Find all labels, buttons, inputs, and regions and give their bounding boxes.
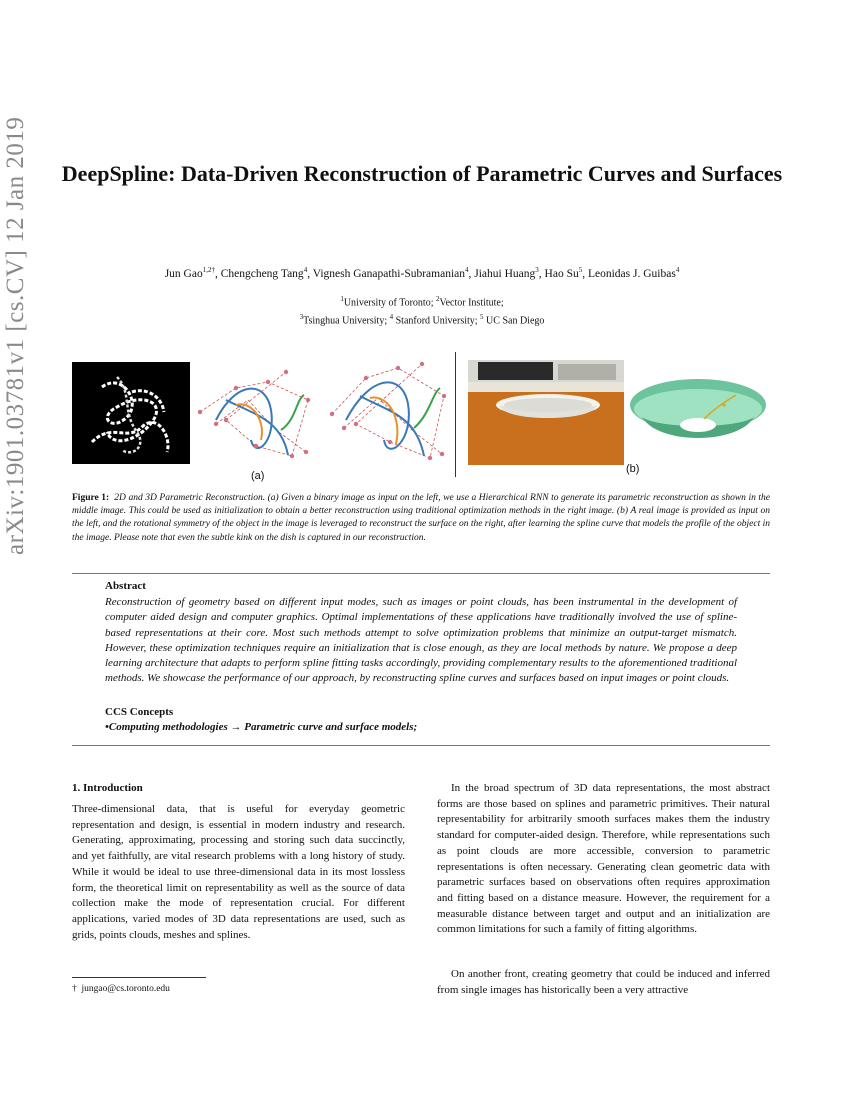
rnn-reconstruction-plot bbox=[196, 360, 324, 466]
intro-paragraph: In the broad spectrum of 3D data representations, the most abstract forms are those based on splines and parametric primitives. Their natural representability for arbitrarily smooth surfaces makes them the industry standard for computer-aided design. Therefore, while representations such as point clouds are more accessible, conversion to parametric representations is often necessary. Generating clean geometric data with parametric surfaces based on observations often requires approximation and fitting based on a distance measure. However, the requirement for a measurable distance between target and output and an initialization are common limitations for such a family of fitting algorithms. bbox=[437, 782, 770, 936]
affil-number: 4 bbox=[389, 313, 394, 322]
affil-name: Stanford University; bbox=[395, 315, 478, 327]
intro-paragraph: On another front, creating geometry that could be induced and inferred from single images has historically been a very attractive bbox=[437, 968, 770, 996]
author-affil: 1,2† bbox=[202, 266, 215, 274]
affil-name: Tsinghua University; bbox=[303, 315, 388, 327]
abstract-heading: Abstract bbox=[105, 580, 146, 592]
spline-curve-green bbox=[281, 395, 304, 430]
author-list: Jun Gao$^{1,2\dagger}$, Chengcheng Tang$^4$, Vignesh Ganapathi-Subramanian$^4$, Jiahui Huang$^3$, Hao Su$^5$, Leonidas J. Guibas$^4$ bbox=[164, 266, 680, 280]
author-name: Leonidas J. Guibas bbox=[587, 267, 676, 280]
author-name: Chengcheng Tang bbox=[220, 267, 304, 280]
dish-photo bbox=[468, 360, 624, 465]
author-affil: 5 bbox=[578, 266, 583, 274]
control-points bbox=[330, 362, 446, 460]
author-name: Jun Gao bbox=[164, 267, 203, 280]
author-name: Hao Su bbox=[544, 267, 579, 280]
author-name: Jiahui Huang bbox=[474, 267, 536, 280]
affil-number: 3 bbox=[299, 313, 304, 322]
author-affil: 4 bbox=[303, 266, 308, 274]
caption-label: Figure 1: bbox=[72, 493, 110, 503]
figure-caption bbox=[72, 492, 770, 545]
spline-curve-green bbox=[414, 388, 440, 428]
abstract-bottom-rule bbox=[72, 745, 770, 746]
spline-curve-orange bbox=[370, 398, 397, 444]
figure-divider bbox=[455, 352, 456, 477]
ccs-concepts: •Computing methodologies → Parametric curve and surface models; bbox=[105, 721, 418, 733]
figure-label-b: (b) bbox=[626, 463, 640, 475]
author-affil: 3 bbox=[535, 266, 539, 274]
affil-name: UC San Diego bbox=[486, 315, 545, 327]
intro-paragraph: Three-dimensional data, that is useful for everyday geometric representation and design, is essential in modern industry and research. Generating, approximating, processing and storing such data succinctly, and yet faithfully, are vital research problems with a long history of study. While it would be ideal to use three-dimensional data in its most lossless form, the theoretical limit on representability as well as the source of data collection make the mode of representation crucial. For different applications, varied modes of 3D data representations are used, such as grids, points clouds, meshes and splines. bbox=[72, 803, 405, 941]
footnote bbox=[72, 984, 170, 994]
optimized-reconstruction-plot bbox=[326, 358, 452, 466]
footnote-mark: † bbox=[72, 984, 77, 994]
caption-text: 2D and 3D Parametric Reconstruction. (a) Given a binary image as input on the left, we use a Hierarchical RNN to generate its parametric reconstruction as shown in the middle image. This could be used as initialization to obtain a better reconstruction using traditional optimization methods in the right image. (b) A real image is provided as input on the left, and the rotational symmetry of the object in the image is leveraged to reconstruct the surface on the right, after learning the spline curve that models the profile of the object in the image. Please note that even the subtle kink on the dish is captured in our reconstruction. bbox=[72, 493, 771, 543]
footnote-email: jungao@cs.toronto.edu bbox=[81, 984, 170, 994]
author-affil: 4 bbox=[675, 266, 680, 274]
spline-curve-blue bbox=[360, 396, 424, 456]
figure-label-a: (a) bbox=[251, 470, 265, 482]
abstract-body: Reconstruction of geometry based on different input modes, such as images or point clouds, has been instrumental in the development of computer aided design and computer graphics. Optimal implementations of these applications have traditionally involved the use of spline-based representations at their core. Most such methods attempt to solve optimization problems that minimize an output-target mismatch. However, these optimization techniques require an initialization that is close enough, as they are local methods by nature. We propose a deep learning architecture that adapts to perform spline fitting tasks accordingly, providing complementary results to the aforementioned traditional methods. We showcase the performance of our approach, by reconstructing spline curves and surfaces based on input images or point clouds. bbox=[105, 596, 737, 685]
author-name: Vignesh Ganapathi-Subramanian bbox=[312, 267, 466, 280]
affil-number: 5 bbox=[480, 313, 484, 322]
affiliations bbox=[60, 292, 784, 329]
author-affil: 4 bbox=[465, 266, 469, 274]
surface-reconstruction bbox=[628, 365, 770, 457]
affil-number: 1 bbox=[340, 295, 344, 303]
abstract-top-rule bbox=[72, 573, 770, 574]
arxiv-identifier: arXiv:1901.03781v1 [cs.CV] 12 Jan 2019 bbox=[2, 116, 29, 555]
affiliation-line bbox=[60, 310, 784, 328]
ccs-heading: CCS Concepts bbox=[105, 706, 174, 718]
affil-number: 2 bbox=[436, 295, 440, 303]
affil-name: University of Toronto; bbox=[343, 297, 434, 309]
affiliation-line bbox=[60, 292, 784, 310]
section-heading-introduction: 1. Introduction bbox=[72, 782, 143, 794]
affil-name: Vector Institute; bbox=[439, 297, 504, 309]
footnote-rule bbox=[72, 977, 206, 978]
binary-input-image bbox=[72, 362, 190, 464]
spline-curve-orange bbox=[236, 404, 262, 440]
paper-title: DeepSpline: Data-Driven Reconstruction of Parametric Curves and Surfaces bbox=[61, 161, 783, 186]
